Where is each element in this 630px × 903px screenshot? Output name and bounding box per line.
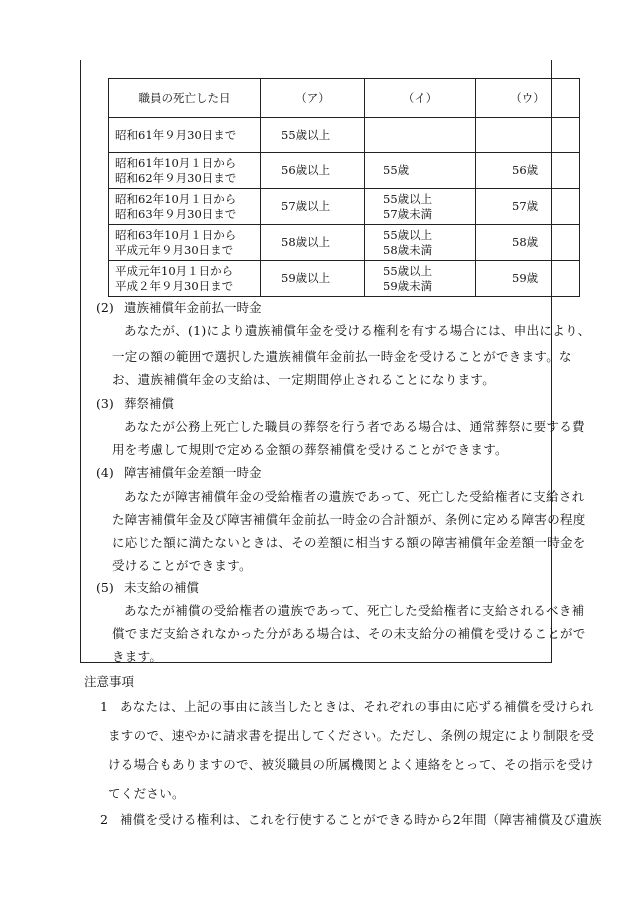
cell-date: 昭和61年９月30日まで <box>109 118 261 153</box>
cell-u: 58歳 <box>476 225 580 261</box>
note-text-line: あなたは、上記の事由に該当したときは、それぞれの事由に応ずる補償を受けられ <box>120 699 594 714</box>
cell-a: 56歳以上 <box>261 153 365 189</box>
cell-a: 57歳以上 <box>261 189 365 225</box>
cell-date: 平成元年10月１日から 平成２年９月30日まで <box>109 261 261 297</box>
section-heading: (3) 葬祭補償 <box>96 396 175 411</box>
table-row <box>109 153 580 189</box>
cell-i <box>365 118 476 153</box>
section-text-line: 一定の額の範囲で選択した遺族補償年金前払一時金を受けることができます。な <box>112 349 572 364</box>
notes-title: 注意事項 <box>84 674 135 689</box>
section-heading: (4) 障害補償年金差額一時金 <box>96 465 262 480</box>
table-row <box>109 118 580 153</box>
cell-date: 昭和61年10月１日から 昭和62年９月30日まで <box>109 153 261 189</box>
cell-date: 昭和62年10月１日から 昭和63年９月30日まで <box>109 189 261 225</box>
cell-u: 59歳 <box>476 261 580 297</box>
table-row <box>109 189 580 225</box>
note-number: 1 <box>100 699 109 714</box>
section-heading: (2) 遺族補償年金前払一時金 <box>96 300 262 315</box>
header-death-date: 職員の死亡した日 <box>109 79 261 118</box>
section-text-line: お、遺族補償年金の支給は、一定期間停止されることになります。 <box>112 372 496 387</box>
section-text-line: きます。 <box>112 649 163 664</box>
table-header-row <box>109 79 580 118</box>
note-text-line: ますので、速やかに請求書を提出してください。ただし、条例の規定により制限を受 <box>108 728 595 743</box>
section-text-line: あなたが補償の受給権者の遺族であって、死亡した受給権者に支給されるべき補 <box>124 603 585 618</box>
cell-i: 55歳以上 58歳未満 <box>365 225 476 261</box>
cell-a: 55歳以上 <box>261 118 365 153</box>
header-a: （ア） <box>261 79 365 118</box>
header-u: （ウ） <box>476 79 580 118</box>
section-text-line: あなたが公務上死亡した職員の葬祭を行う者である場合は、通常葬祭に要する費 <box>124 419 585 434</box>
cell-u <box>476 118 580 153</box>
section-text-line: 償でまだ支給されなかった分がある場合は、その未支給分の補償を受けることがで <box>112 626 586 641</box>
note-number: 2 <box>100 812 109 827</box>
cell-date: 昭和63年10月１日から 平成元年９月30日まで <box>109 225 261 261</box>
cell-a: 59歳以上 <box>261 261 365 297</box>
header-i: （イ） <box>365 79 476 118</box>
section-text-line: 受けることができます。 <box>112 558 252 573</box>
age-requirement-table <box>108 78 580 297</box>
section-text-line: あなたが、(1)により遺族補償年金を受ける権利を有する場合には、申出により、 <box>124 323 591 338</box>
cell-i: 55歳以上 57歳未満 <box>365 189 476 225</box>
note-text-line: ける場合もありますので、被災職員の所属機関とよく連絡をとって、その指示を受け <box>108 757 594 772</box>
cell-i: 55歳 <box>365 153 476 189</box>
section-text-line: た障害補償年金及び障害補償年金前払一時金の合計額が、条例に定める障害の程度 <box>112 512 586 527</box>
note-text-line: てください。 <box>108 786 185 801</box>
section-text-line: に応じた額に満たないときは、その差額に相当する額の障害補償年金差額一時金を <box>112 535 586 550</box>
note-text-line: 補償を受ける権利は、これを行使することができる時から2年間（障害補償及び遺族 <box>120 812 602 827</box>
table-row <box>109 261 580 297</box>
section-text-line: 用を考慮して規則で定める金額の葬祭補償を受けることができます。 <box>112 442 508 457</box>
table-row <box>109 225 580 261</box>
cell-a: 58歳以上 <box>261 225 365 261</box>
cell-u: 56歳 <box>476 153 580 189</box>
cell-u: 57歳 <box>476 189 580 225</box>
cell-i: 55歳以上 59歳未満 <box>365 261 476 297</box>
section-heading: (5) 未支給の補償 <box>96 580 200 595</box>
section-text-line: あなたが障害補償年金の受給権者の遺族であって、死亡した受給権者に支給され <box>124 489 585 504</box>
